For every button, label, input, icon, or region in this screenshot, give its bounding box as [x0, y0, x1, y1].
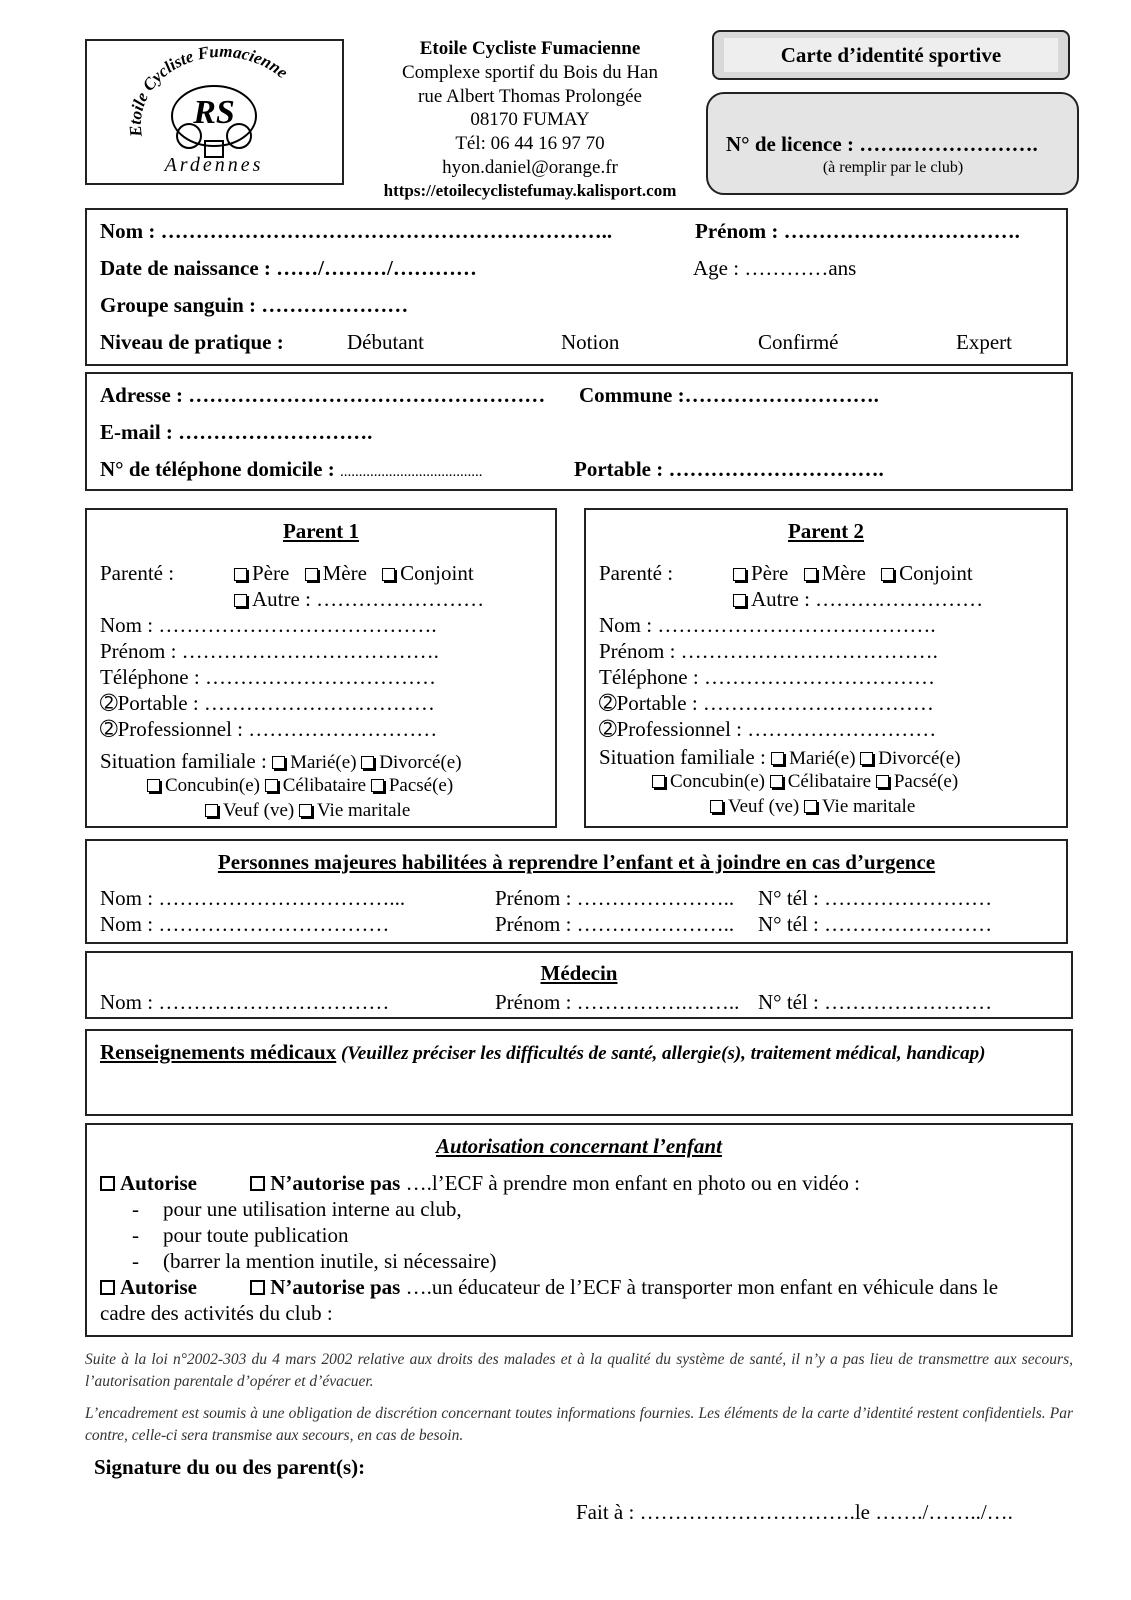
- club-address-1: Complexe sportif du Bois du Han: [402, 62, 658, 83]
- checkbox-pacse[interactable]: [876, 775, 889, 788]
- checkbox-marie[interactable]: [272, 756, 285, 769]
- parent2-professionnel[interactable]: ➁Professionnel : ………………………: [599, 717, 937, 741]
- emergency-prenom-1[interactable]: Prénom : …………………..: [495, 886, 735, 910]
- parent2-autre[interactable]: Autre : ……………………: [733, 586, 983, 612]
- checkbox-conjoint[interactable]: [382, 568, 395, 581]
- license-note: (à remplir par le club): [822, 159, 964, 176]
- checkbox-divorce[interactable]: [860, 752, 873, 765]
- checkbox-celibataire[interactable]: [265, 779, 278, 792]
- bullet-3: - (barrer la mention inutile, si nécessaire): [132, 1249, 497, 1273]
- emergency-nom-2[interactable]: Nom : ……………………………: [100, 912, 390, 936]
- home-phone-dots: ......................................: [339, 464, 483, 480]
- parent1-section: [85, 508, 557, 828]
- contact-section: [85, 372, 1073, 491]
- emergency-tel-1[interactable]: N° tél : ……………………: [758, 886, 993, 910]
- parent2-situation-row3: Veuf (ve) Vie maritale: [710, 794, 915, 820]
- club-website: https://etoilecyclistefumay.kalisport.com: [383, 181, 677, 200]
- checkbox-autre[interactable]: [234, 594, 247, 607]
- parent1-nom[interactable]: Nom : ………………………………….: [100, 613, 437, 637]
- parent2-section: [584, 508, 1068, 828]
- checkbox-conjoint[interactable]: [881, 568, 894, 581]
- parent1-autre[interactable]: Autre : ……………………: [234, 586, 484, 612]
- parent1-parente-label: Parenté :: [100, 561, 175, 585]
- logo-region: Ardennes: [164, 154, 264, 176]
- club-logo-frame: [85, 39, 344, 185]
- checkbox-pere[interactable]: [733, 568, 746, 581]
- parent2-title: Parent 2: [787, 519, 864, 543]
- club-address-2: rue Albert Thomas Prolongée: [418, 86, 642, 107]
- checkbox-pacse[interactable]: [371, 779, 384, 792]
- checkbox-mere[interactable]: [804, 568, 817, 581]
- parent1-title: Parent 1: [282, 519, 359, 543]
- club-name: Etoile Cycliste Fumacienne: [419, 38, 641, 59]
- legal-note-2: L’encadrement est soumis à une obligation de discrétion concernant toutes informations fournies. Les éléments de la carte d’identité restent confidentiels. Par contre, celle-ci sera transmise aux secours, en cas de besoin.: [85, 1405, 1073, 1444]
- level-label: Niveau de pratique :: [100, 330, 284, 354]
- parent1-situation-row2: Concubin(e) Célibataire Pacsé(e): [147, 773, 453, 799]
- logo-initials: RS: [193, 94, 235, 131]
- emergency-title: Personnes majeures habilitées à reprendre l’enfant et à joindre en cas d’urgence: [217, 850, 936, 874]
- emergency-prenom-2[interactable]: Prénom : …………………..: [495, 912, 735, 936]
- checkbox-vie-maritale[interactable]: [299, 804, 312, 817]
- signature-label: Signature du ou des parent(s):: [94, 1455, 366, 1479]
- checkbox-marie[interactable]: [771, 752, 784, 765]
- fait-a-field[interactable]: Fait à : ………………………….le ……./……../….: [576, 1500, 1013, 1524]
- parent1-professionnel[interactable]: ➁Professionnel : ………………………: [100, 717, 438, 741]
- email-field[interactable]: E-mail : ……………………….: [100, 420, 373, 444]
- parent2-parente-label: Parenté :: [599, 561, 674, 585]
- legal-note-1: Suite à la loi n°2002-303 du 4 mars 2002 relative aux droits des malades et à la qualité du système de santé, il n’y a pas lieu de transmettre aux secours, l’autorisation parentale d’opérer et d’évacuer.: [85, 1351, 1073, 1390]
- emergency-tel-2[interactable]: N° tél : ……………………: [758, 912, 993, 936]
- level-notion[interactable]: Notion: [561, 330, 620, 354]
- parent1-portable[interactable]: ➁Portable : ……………………………: [100, 691, 435, 715]
- bullet-1: - pour une utilisation interne au club,: [132, 1197, 462, 1221]
- checkbox-veuf[interactable]: [205, 804, 218, 817]
- blood-group-field[interactable]: Groupe sanguin : …………………: [100, 293, 409, 317]
- parent2-situation-row1: Situation familiale : Marié(e) Divorcé(e): [599, 745, 961, 769]
- home-phone-label: N° de téléphone domicile :: [100, 457, 335, 481]
- parent2-telephone[interactable]: Téléphone : ……………………………: [599, 665, 935, 689]
- level-confirme[interactable]: Confirmé: [758, 330, 839, 354]
- doctor-prenom[interactable]: Prénom : …………….……..: [495, 990, 740, 1014]
- parent1-situation-row1: Situation familiale : Marié(e) Divorcé(e): [100, 749, 462, 773]
- doctor-nom[interactable]: Nom : ……………………………: [100, 990, 390, 1014]
- parent1-prenom[interactable]: Prénom : ……………………………….: [100, 639, 439, 663]
- checkbox-divorce[interactable]: [361, 756, 374, 769]
- checkbox-autorise-transport[interactable]: [100, 1280, 115, 1295]
- authorization-section: [85, 1123, 1073, 1337]
- level-expert[interactable]: Expert: [956, 330, 1012, 354]
- transport-text-cont: cadre des activités du club :: [100, 1301, 333, 1325]
- parent1-situation-row3: Veuf (ve) Vie maritale: [205, 798, 410, 824]
- checkbox-pere[interactable]: [234, 568, 247, 581]
- doctor-title: Médecin: [540, 961, 618, 985]
- nom-field[interactable]: Nom : ………………………………………………………..: [100, 219, 613, 243]
- card-title: Carte d’identité sportive: [724, 38, 1058, 72]
- logo-arc-text: Etoile Cycliste Fumacienne: [125, 41, 292, 138]
- club-email: hyon.daniel@orange.fr: [442, 157, 618, 178]
- authorization-title: Autorisation concernant l’enfant: [436, 1134, 722, 1158]
- identity-section: [85, 208, 1068, 366]
- prenom-field[interactable]: Prénom : …………………………….: [695, 219, 1020, 243]
- mobile-phone-field[interactable]: Portable : ………………………….: [574, 457, 884, 481]
- emergency-nom-1[interactable]: Nom : ……………………………...: [100, 886, 406, 910]
- photo-authorization-row: Autorise N’autorise pas ….l’ECF à prendre mon enfant en photo ou en vidéo :: [100, 1170, 860, 1196]
- parent2-parente-options[interactable]: Père Mère Conjoint: [733, 560, 973, 586]
- parent1-telephone[interactable]: Téléphone : ……………………………: [100, 665, 436, 689]
- checkbox-concubin[interactable]: [652, 775, 665, 788]
- age-field[interactable]: Age : …………ans: [693, 256, 857, 280]
- parent1-parente-options[interactable]: Père Mère Conjoint: [234, 560, 474, 586]
- checkbox-concubin[interactable]: [147, 779, 160, 792]
- adresse-field[interactable]: Adresse : ……………………………………………: [100, 383, 546, 407]
- parent2-nom[interactable]: Nom : ………………………………….: [599, 613, 936, 637]
- checkbox-mere[interactable]: [305, 568, 318, 581]
- checkbox-autorise-photo[interactable]: [100, 1176, 115, 1191]
- parent2-portable[interactable]: ➁Portable : ……………………………: [599, 691, 934, 715]
- transport-authorization-row: Autorise N’autorise pas ….un éducateur de l’ECF à transporter mon enfant en véhicule dans le: [100, 1274, 998, 1300]
- checkbox-vie-maritale[interactable]: [804, 800, 817, 813]
- level-debutant[interactable]: Débutant: [347, 330, 424, 354]
- parent2-prenom[interactable]: Prénom : ……………………………….: [599, 639, 938, 663]
- checkbox-celibataire[interactable]: [770, 775, 783, 788]
- medical-info-section[interactable]: [85, 1029, 1073, 1116]
- club-logo: [87, 41, 342, 183]
- home-phone-field[interactable]: [100, 456, 482, 485]
- commune-field[interactable]: Commune :……………………….: [579, 383, 879, 407]
- bullet-2: - pour toute publication: [132, 1223, 349, 1247]
- dob-field[interactable]: Date de naissance : ……/………/…………: [100, 256, 477, 280]
- club-phone: Tél: 06 44 16 97 70: [455, 133, 605, 154]
- license-box: [706, 92, 1079, 195]
- medical-note: (Veuillez préciser les difficultés de santé, allergie(s), traitement médical, handicap): [336, 1043, 986, 1064]
- doctor-tel[interactable]: N° tél : ……………………: [758, 990, 993, 1014]
- license-number-label: N° de licence : …….……………….: [726, 132, 1038, 156]
- card-title-box: [712, 30, 1070, 80]
- doctor-section: [85, 951, 1073, 1019]
- checkbox-nautorise-transport[interactable]: [250, 1280, 265, 1295]
- checkbox-nautorise-photo[interactable]: [250, 1176, 265, 1191]
- checkbox-autre[interactable]: [733, 594, 746, 607]
- parent2-situation-row2: Concubin(e) Célibataire Pacsé(e): [652, 769, 958, 795]
- checkbox-veuf[interactable]: [710, 800, 723, 813]
- medical-heading: [100, 1039, 986, 1067]
- medical-title: Renseignements médicaux: [100, 1040, 337, 1064]
- club-address-3: 08170 FUMAY: [470, 109, 590, 130]
- emergency-contacts-section: [85, 839, 1068, 944]
